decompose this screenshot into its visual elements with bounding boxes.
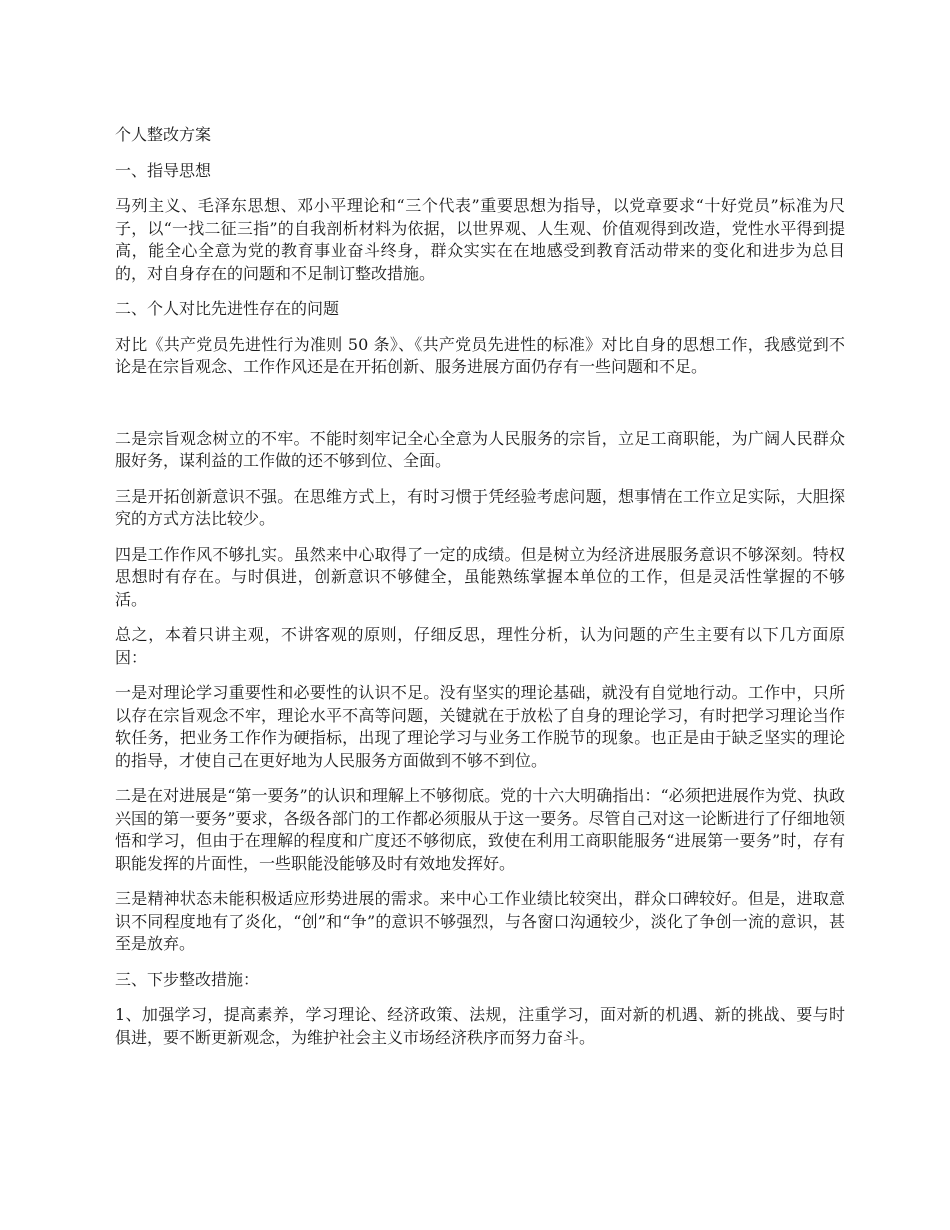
paragraph-measure-1: 1、加强学习，提高素养，学习理论、经济政策、法规，注重学习，面对新的机遇、新的挑战、要与时俱进，要不断更新观念，为维护社会主义市场经济秩序而努力奋斗。: [115, 1005, 845, 1047]
paragraph-problem-work-style: 四是工作作风不够扎实。虽然来中心取得了一定的成绩。但是树立为经济进展服务意识不够深刻。特权思想时有存在。与时俱进，创新意识不够健全，虽能熟练掌握本单位的工作，但是灵活性掌握的不够活。: [115, 544, 845, 609]
paragraph-cause-spirit: 三是精神状态未能积极适应形势进展的需求。来中心工作业绩比较突出，群众口碑较好。但是，进取意识不同程度地有了炎化，“创”和“争”的意识不够强烈，与各窗口沟通较少，淡化了争创一流的意识，甚至是放弃。: [115, 889, 845, 953]
document-title: 个人整改方案: [115, 125, 212, 144]
document-body: [115, 124, 845, 1062]
paragraph-problem-purpose: 二是宗旨观念树立的不牢。不能时刻牢记全心全意为人民服务的宗旨，立足工商职能，为广阔人民群众服好务，谋利益的工作做的还不够到位、全面。: [115, 428, 845, 470]
paragraph-cause-development: 二是在对进展是“第一要务”的认识和理解上不够彻底。党的十六大明确指出：“必须把进展作为党、执政兴国的第一要务”要求，各级各部门的工作都必须服从于这一要务。尽管自己对这一论断进行了仔细地领悟和学习，但由于在理解的程度和广度还不够彻底，致使在利用工商职能服务“进展第一要务”时，存有职能发挥的片面性，一些职能没能够及时有效地发挥好。: [115, 786, 845, 873]
paragraph-summary: 总之，本着只讲主观，不讲客观的原则，仔细反思，理性分析，认为问题的产生主要有以下几方面原因：: [115, 625, 845, 667]
paragraph-comparison: 对比《共产党员先进性行为准则 50 条》、《共产党员先进性的标准》对比自身的思想工作，我感觉到不论是在宗旨观念、工作作风还是在开拓创新、服务进展方面仍存有一些问题和不足。: [115, 334, 845, 376]
paragraph-problem-innovation: 三是开拓创新意识不强。在思维方式上，有时习惯于凭经验考虑问题，想事情在工作立足实际，大胆探究的方式方法比较少。: [115, 486, 845, 528]
section-heading-guiding-thought: 一、指导思想: [115, 160, 212, 180]
paragraph-cause-theory: 一是对理论学习重要性和必要性的认识不足。没有坚实的理论基础，就没有自觉地行动。工作中，只所以存在宗旨观念不牢，理论水平不高等问题，关键就在于放松了自身的理论学习，有时把学习理论当作软任务，把业务工作作为硬指标，出现了理论学习与业务工作脱节的现象。也正是由于缺乏坚实的理论的指导，才使自己在更好地为人民服务方面做到不够不到位。: [115, 683, 845, 770]
section-heading-measures: 三、下步整改措施：: [115, 969, 260, 989]
paragraph-guiding-thought: 马列主义、毛泽东思想、邓小平理论和“三个代表”重要思想为指导，以党章要求“十好党员”标准为尺子，以“一找二征三指”的自我剖析材料为依据，以世界观、人生观、价值观得到改造，党性水平得到提高，能全心全意为党的教育事业奋斗终身，群众实实在在地感受到教育活动带来的变化和进步为总目的，对自身存在的问题和不足制订整改措施。: [115, 196, 845, 283]
section-heading-problems: 二、个人对比先进性存在的问题: [115, 299, 340, 318]
